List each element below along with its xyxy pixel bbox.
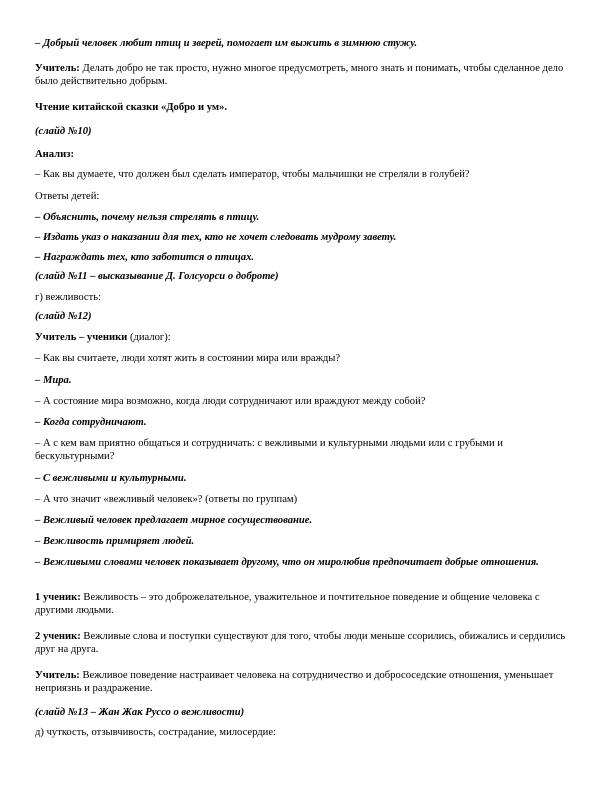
question-polite-people: – А с кем вам приятно общаться и сотрудничать: с вежливыми и культурными людьми или с грубыми и бескультурными? (35, 438, 503, 462)
answer-reconciles: – Вежливость примиряет людей. (35, 536, 195, 547)
answer-coexistence: – Вежливый человек предлагает мирное сосуществование. (35, 515, 313, 526)
slide-reference-10: (слайд №10) (35, 126, 92, 137)
slide-reference-12: (слайд №12) (35, 311, 92, 322)
student-1-answer (35, 591, 580, 617)
section-sensitivity: д) чуткость, отзывчивость, сострадание, милосердие: (35, 727, 276, 738)
heading-analysis: Анализ: (35, 149, 74, 160)
slide-reference-13: (слайд №13 – Жан Жак Руссо о вежливости) (35, 707, 245, 718)
speaker-label: 1 ученик: (35, 592, 81, 603)
paragraph-text: (диалог): (127, 332, 171, 343)
speaker-label: 2 ученик: (35, 631, 81, 642)
section-politeness: г) вежливость: (35, 292, 102, 303)
answer-cooperate: – Когда сотрудничают. (35, 417, 147, 428)
paragraph-text: Делать добро не так просто, нужно многое предусмотреть, много знать и понимать, чтобы сделанное дело было действительно добрым. (35, 63, 564, 87)
teacher-conclusion (35, 669, 580, 695)
speaker-label: Учитель: (35, 63, 80, 74)
paragraph-text: Вежливые слова и поступки существуют для того, чтобы люди меньше ссорились, обижались и сердились друг на друга. (35, 631, 566, 655)
student-2-answer (35, 630, 580, 656)
paragraph-text: Вежливость – это доброжелательное, уважительное и почтительное поведение и общение человека с другими людьми. (35, 592, 540, 616)
paragraph-teacher-good-deed (35, 62, 580, 88)
speaker-label: Учитель: (35, 670, 80, 681)
heading-chinese-tale: Чтение китайской сказки «Добро и ум». (35, 102, 228, 113)
answer-explain: – Объяснить, почему нельзя стрелять в птицу. (35, 212, 260, 223)
answer-polite-people: – С вежливыми и культурными. (35, 473, 187, 484)
label-children-answers: Ответы детей: (35, 191, 100, 202)
question-peace-or-war: – Как вы считаете, люди хотят жить в состоянии мира или вражды? (35, 353, 341, 364)
question-polite-person: – А что значит «вежливый человек»? (ответы по группам) (35, 494, 298, 505)
question-emperor: – Как вы думаете, что должен был сделать император, чтобы мальчишки не стреляли в голубей? (35, 169, 470, 180)
answer-polite-words: – Вежливыми словами человек показывает другому, что он миролюбив предпочитает добрые отношения. (35, 557, 539, 568)
speaker-label: Учитель – ученики (35, 332, 128, 343)
answer-reward: – Награждать тех, кто заботится о птицах. (35, 252, 255, 263)
answer-decree: – Издать указ о наказании для тех, кто не хочет следовать мудрому завету. (35, 232, 397, 243)
slide-reference-11: (слайд №11 – высказывание Д. Голсуорси о доброте) (35, 271, 279, 282)
paragraph-text: Вежливое поведение настраивает человека на сотрудничество и добрососедские отношения, уменьшает неприязнь и раздражение. (35, 670, 554, 694)
paragraph-good-person: – Добрый человек любит птиц и зверей, помогает им выжить в зимнюю стужу. (35, 38, 417, 49)
question-cooperation: – А состояние мира возможно, когда люди сотрудничают или враждуют между собой? (35, 396, 426, 407)
heading-dialog (35, 331, 580, 344)
answer-peace: – Мира. (35, 375, 72, 386)
